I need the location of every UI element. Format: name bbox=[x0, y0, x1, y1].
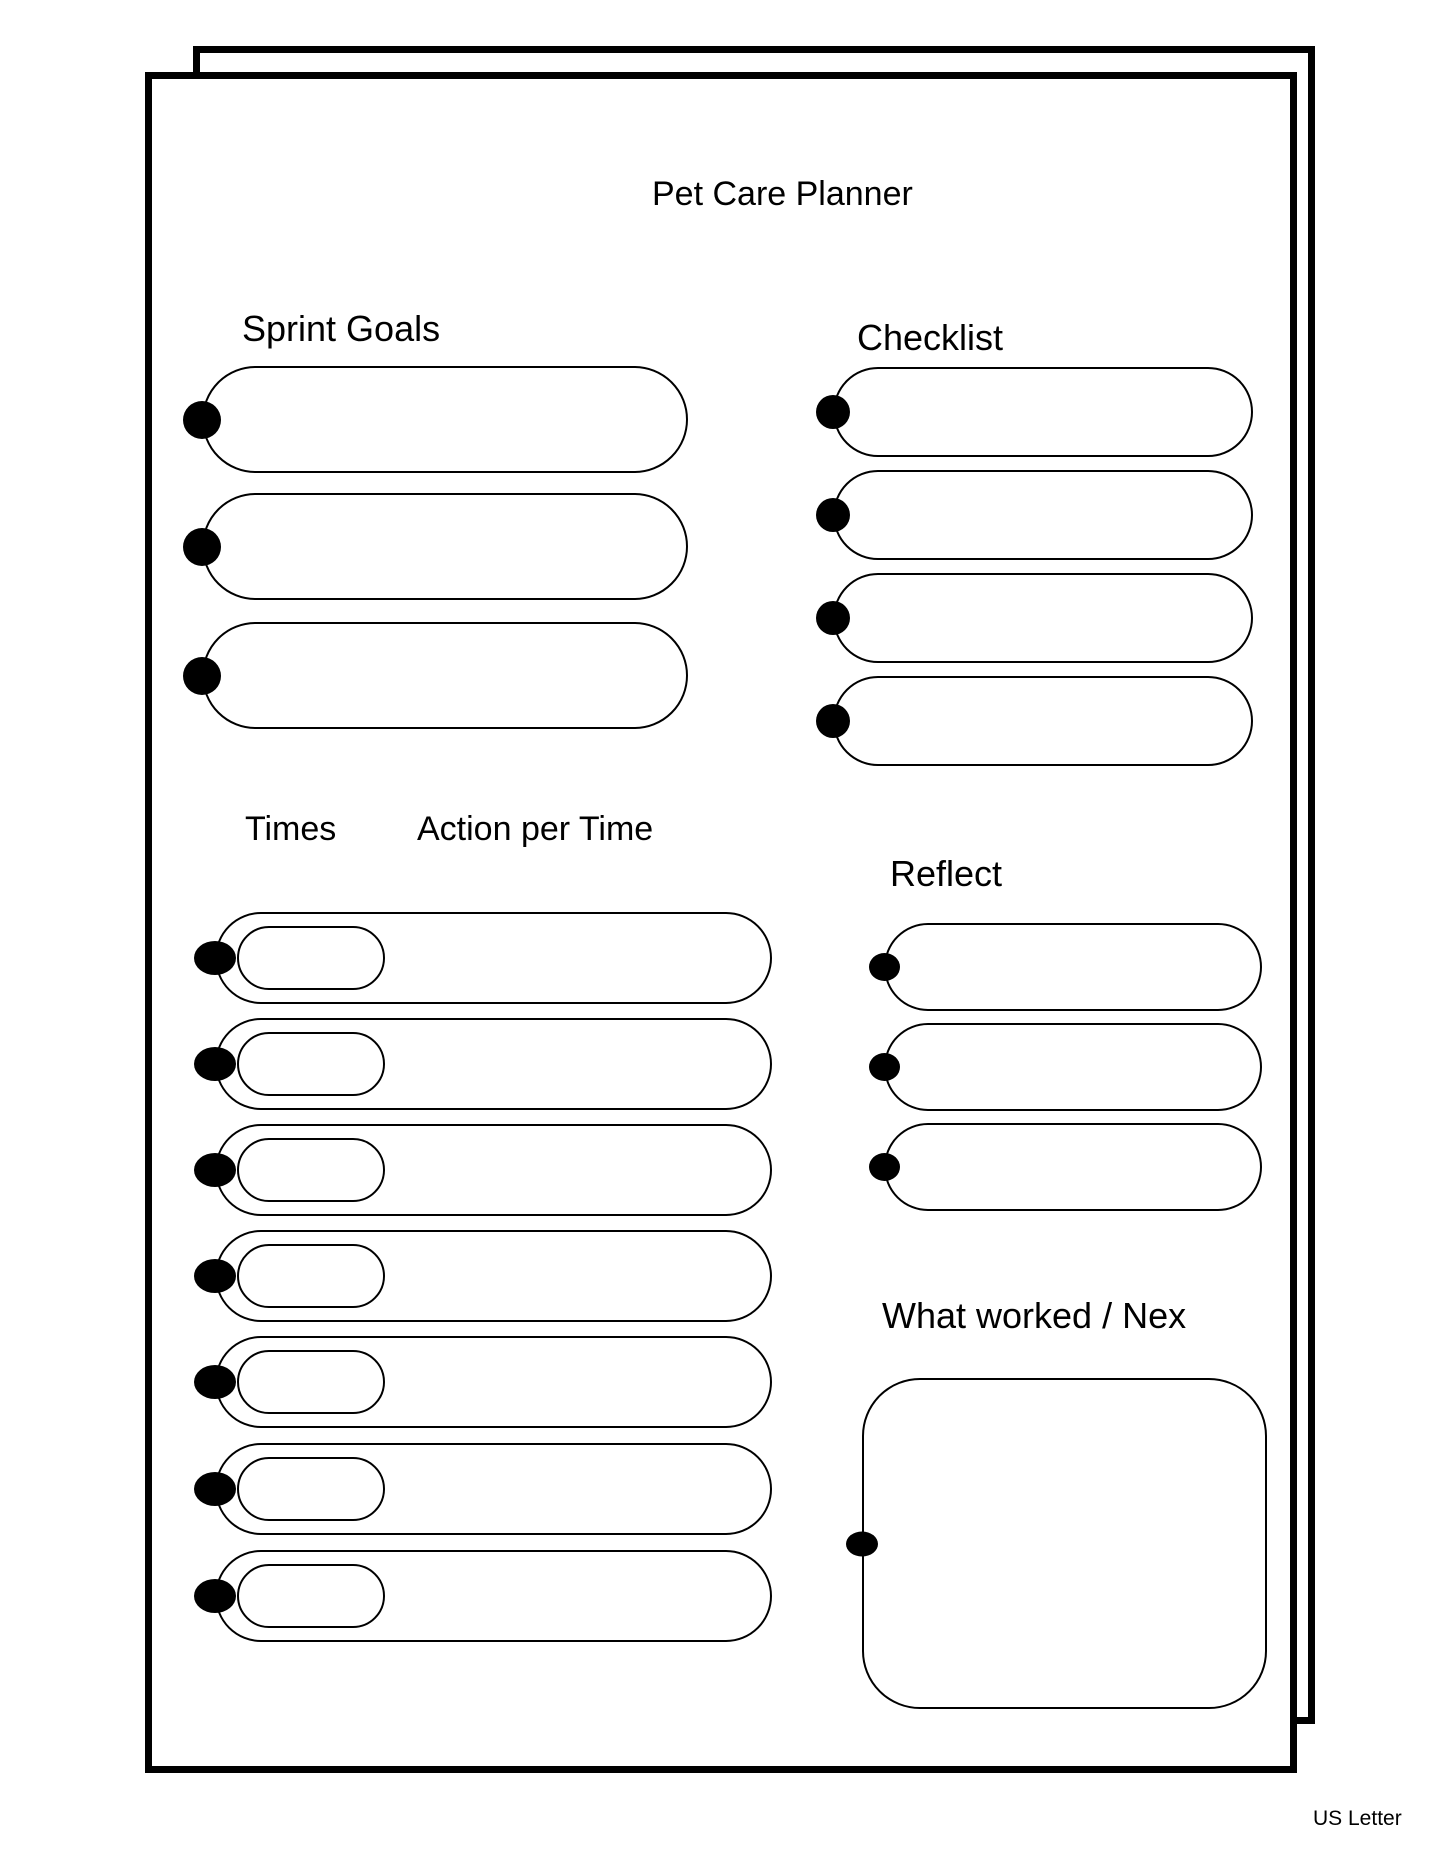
what-worked-notes-field bbox=[862, 1378, 1267, 1709]
action-per-time-field bbox=[215, 1336, 772, 1428]
time-field bbox=[237, 1350, 385, 1414]
time-field bbox=[237, 926, 385, 990]
checklist-field bbox=[833, 367, 1253, 457]
time-field bbox=[237, 1138, 385, 1202]
sprint-goal-field bbox=[202, 366, 688, 473]
bullet-dot-icon bbox=[183, 401, 221, 439]
section-heading-reflect: Reflect bbox=[890, 853, 1003, 894]
bullet-dot-icon bbox=[869, 1153, 900, 1181]
time-field bbox=[237, 1244, 385, 1308]
action-per-time-field bbox=[215, 1124, 772, 1216]
bullet-dot-icon bbox=[869, 1053, 900, 1081]
bullet-dot-icon bbox=[183, 528, 221, 566]
bullet-dot-icon bbox=[869, 953, 900, 981]
section-heading-what-worked: What worked / Nex bbox=[882, 1295, 1187, 1336]
action-per-time-field bbox=[215, 1230, 772, 1322]
bullet-dot-icon bbox=[194, 1579, 236, 1613]
section-heading-checklist: Checklist bbox=[857, 317, 1004, 358]
bullet-dot-icon bbox=[194, 1472, 236, 1506]
section-heading-sprint-goals: Sprint Goals bbox=[242, 308, 441, 349]
action-per-time-field bbox=[215, 1443, 772, 1535]
bullet-dot-icon bbox=[816, 704, 850, 738]
checklist-field bbox=[833, 573, 1253, 663]
bullet-dot-icon bbox=[816, 601, 850, 635]
section-heading-times: Times bbox=[245, 810, 337, 848]
paper-size-label: US Letter bbox=[1313, 1807, 1402, 1830]
section-heading-action-per-time: Action per Time bbox=[417, 810, 654, 848]
sprint-goal-field bbox=[202, 493, 688, 600]
bullet-dot-icon bbox=[194, 1259, 236, 1293]
time-field bbox=[237, 1564, 385, 1628]
checklist-field bbox=[833, 676, 1253, 766]
reflect-field bbox=[884, 1023, 1262, 1111]
action-per-time-field bbox=[215, 1550, 772, 1642]
action-per-time-field bbox=[215, 912, 772, 1004]
reflect-field bbox=[884, 1123, 1262, 1211]
time-field bbox=[237, 1032, 385, 1096]
sprint-goal-field bbox=[202, 622, 688, 729]
action-per-time-field bbox=[215, 1018, 772, 1110]
bullet-dot-icon bbox=[816, 498, 850, 532]
checklist-field bbox=[833, 470, 1253, 560]
bullet-dot-icon bbox=[816, 395, 850, 429]
bullet-dot-icon bbox=[846, 1531, 878, 1556]
bullet-dot-icon bbox=[194, 941, 236, 975]
bullet-dot-icon bbox=[194, 1365, 236, 1399]
page-title: Pet Care Planner bbox=[652, 175, 913, 213]
bullet-dot-icon bbox=[194, 1153, 236, 1187]
bullet-dot-icon bbox=[194, 1047, 236, 1081]
bullet-dot-icon bbox=[183, 657, 221, 695]
time-field bbox=[237, 1457, 385, 1521]
reflect-field bbox=[884, 923, 1262, 1011]
